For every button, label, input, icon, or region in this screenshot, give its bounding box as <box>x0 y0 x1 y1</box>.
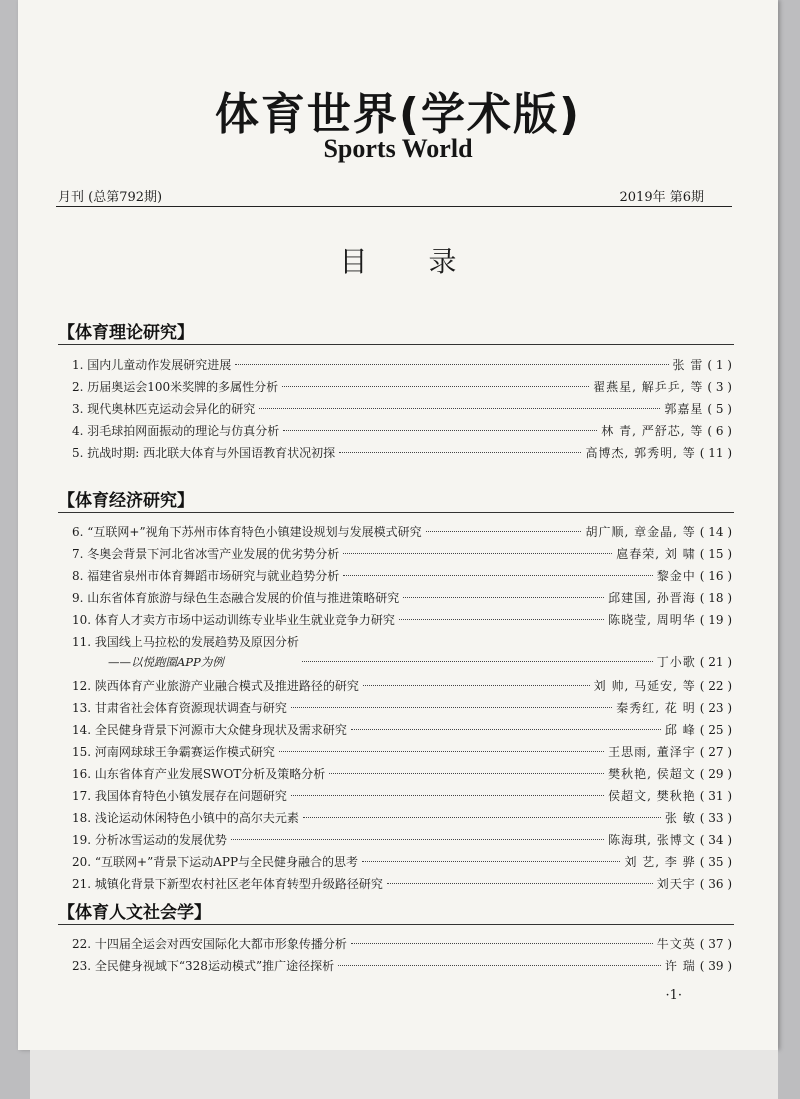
toc-entry <box>72 443 732 463</box>
toc-entry <box>72 874 732 894</box>
entry-page: ( 25 ) <box>699 723 732 737</box>
issue-number: 2019年 第6期 <box>619 190 704 205</box>
toc-entry <box>72 786 732 806</box>
entry-authors: 张 雷 <box>672 358 704 372</box>
entry-title: 20. “互联网+”背景下运动APP与全民健身融合的思考 <box>72 855 359 869</box>
entry-title: 1. 国内儿童动作发展研究进展 <box>72 358 232 372</box>
entry-page: ( 18 ) <box>699 591 732 605</box>
entry-title: 23. 全民健身视域下“328运动模式”推广途径探析 <box>72 959 335 973</box>
leader-dots <box>426 531 582 532</box>
entry-authors: 刘天宇 <box>656 877 696 891</box>
toc-entry <box>72 934 732 954</box>
section-heading-economy: 【体育经济研究】 <box>58 486 194 511</box>
leader-dots <box>282 386 589 387</box>
entry-title: 5. 抗战时期: 西北联大体育与外国语教育状况初探 <box>72 446 336 460</box>
leader-dots <box>362 861 620 862</box>
entry-title: 17. 我国体育特色小镇发展存在问题研究 <box>72 789 287 803</box>
leader-dots <box>387 883 653 884</box>
toc-entry <box>72 956 732 976</box>
toc-entry <box>72 830 732 850</box>
entry-page: ( 15 ) <box>699 547 732 561</box>
toc-entry <box>72 698 732 718</box>
entry-title: 11. 我国线上马拉松的发展趋势及原因分析 <box>72 635 299 649</box>
entry-authors: 陈晓莹, 周明华 <box>608 613 696 627</box>
entry-page: ( 35 ) <box>699 855 732 869</box>
leader-dots <box>283 430 597 431</box>
journal-page <box>18 0 778 1050</box>
entry-authors: 樊秋艳, 侯超文 <box>608 767 696 781</box>
entry-authors: 侯超文, 樊秋艳 <box>608 789 696 803</box>
entry-title: 7. 冬奥会背景下河北省冰雪产业发展的优劣势分析 <box>72 547 340 561</box>
section-heading-humanities: 【体育人文社会学】 <box>58 898 211 923</box>
entry-page: ( 22 ) <box>699 679 732 693</box>
underlying-page-edge <box>30 1050 778 1099</box>
header-rule <box>56 206 732 207</box>
toc-entry <box>72 588 732 608</box>
entry-title: 19. 分析冰雪运动的发展优势 <box>72 833 227 847</box>
entry-authors: 刘 艺, 李 骅 <box>624 855 696 869</box>
toc-entry <box>72 764 732 784</box>
leader-dots <box>338 965 661 966</box>
entry-title: 18. 浅论运动休闲特色小镇中的高尔夫元素 <box>72 811 299 825</box>
entry-authors: 张 敏 <box>664 811 696 825</box>
entry-authors: 王思雨, 董泽宇 <box>608 745 696 759</box>
entry-authors: 翟燕星, 解乒乒, 等 <box>593 380 704 394</box>
entry-title: 21. 城镇化背景下新型农村社区老年体育转型升级路径研究 <box>72 877 383 891</box>
entry-page: ( 39 ) <box>699 959 732 973</box>
entry-title: 14. 全民健身背景下河源市大众健身现状及需求研究 <box>72 723 347 737</box>
leader-dots <box>235 364 668 365</box>
toc-entry <box>72 355 732 375</box>
entry-title: 13. 甘肃省社会体育资源现状调查与研究 <box>72 701 287 715</box>
entry-title: 4. 羽毛球拍网面振动的理论与仿真分析 <box>72 424 280 438</box>
entry-title: 8. 福建省泉州市体育舞蹈市场研究与就业趋势分析 <box>72 569 340 583</box>
toc-entry <box>72 377 732 397</box>
journal-title-chinese: 体育世界(学术版) <box>214 89 582 140</box>
entry-page: ( 19 ) <box>699 613 732 627</box>
entry-page: ( 11 ) <box>699 446 732 460</box>
entry-authors: 高博杰, 郭秀明, 等 <box>585 446 696 460</box>
leader-dots <box>302 661 653 662</box>
leader-dots <box>399 619 604 620</box>
entry-title: 16. 山东省体育产业发展SWOT分析及策略分析 <box>72 767 326 781</box>
entry-title: 12. 陕西体育产业旅游产业融合模式及推进路径的研究 <box>72 679 359 693</box>
entry-page: ( 3 ) <box>707 380 732 394</box>
entry-page: ( 14 ) <box>699 525 732 539</box>
section-heading-theory: 【体育理论研究】 <box>58 318 194 343</box>
toc-entry-continuation <box>298 652 732 672</box>
entry-authors: 胡广顺, 章金晶, 等 <box>585 525 696 539</box>
page-number: ·1· <box>665 988 682 1003</box>
entry-authors: 邱建国, 孙晋海 <box>608 591 696 605</box>
entry-page: ( 5 ) <box>707 402 732 416</box>
entry-title: 2. 历届奥运会100米奖牌的多属性分析 <box>72 380 279 394</box>
entry-page: ( 36 ) <box>699 877 732 891</box>
entry-authors: 郭嘉星 <box>664 402 704 416</box>
entry-page: ( 31 ) <box>699 789 732 803</box>
entry-page: ( 34 ) <box>699 833 732 847</box>
entry-title: 22. 十四届全运会对西安国际化大都市形象传播分析 <box>72 937 347 951</box>
entry-authors: 秦秀红, 花 明 <box>616 701 696 715</box>
entry-authors: 黎金中 <box>656 569 696 583</box>
leader-dots <box>363 685 590 686</box>
toc-entry <box>72 421 732 441</box>
entry-page: ( 1 ) <box>707 358 732 372</box>
leader-dots <box>329 773 604 774</box>
toc-entry <box>72 720 732 740</box>
toc-entry <box>72 610 732 630</box>
leader-dots <box>291 707 612 708</box>
leader-dots <box>339 452 581 453</box>
entry-page: ( 16 ) <box>699 569 732 583</box>
entry-page: ( 37 ) <box>699 937 732 951</box>
issue-frequency: 月刊 (总第792期) <box>58 190 163 205</box>
entry-title: 6. “互联网+”视角下苏州市体育特色小镇建设规划与发展模式研究 <box>72 525 422 539</box>
toc-entry <box>72 544 732 564</box>
entry-authors: 陈海琪, 张博文 <box>608 833 696 847</box>
entry-authors: 许 瑞 <box>664 959 696 973</box>
entry-title: 15. 河南网球球王争霸赛运作模式研究 <box>72 745 275 759</box>
leader-dots <box>303 817 661 818</box>
leader-dots <box>351 943 653 944</box>
entry-title: 10. 体育人才卖方市场中运动训练专业毕业生就业竞争力研究 <box>72 613 395 627</box>
entry-page: ( 27 ) <box>699 745 732 759</box>
toc-entry <box>72 566 732 586</box>
toc-entry <box>72 742 732 762</box>
leader-dots <box>231 839 604 840</box>
leader-dots <box>403 597 604 598</box>
toc-entry <box>72 632 732 652</box>
leader-dots <box>291 795 604 796</box>
toc-entry <box>72 808 732 828</box>
entry-title: 9. 山东省体育旅游与绿色生态融合发展的价值与推进策略研究 <box>72 591 400 605</box>
leader-dots <box>259 408 660 409</box>
toc-entry <box>72 399 732 419</box>
entry-authors: 丁小歌 <box>656 655 696 669</box>
table-of-contents-title: 目 录 <box>339 245 483 278</box>
leader-dots <box>343 575 652 576</box>
entry-authors: 扈春荣, 刘 啸 <box>616 547 696 561</box>
entry-page: ( 6 ) <box>707 424 732 438</box>
entry-page: ( 23 ) <box>699 701 732 715</box>
leader-dots <box>343 553 612 554</box>
entry-page: ( 33 ) <box>699 811 732 825</box>
entry-authors: 刘 帅, 马延安, 等 <box>593 679 696 693</box>
toc-entry <box>72 522 732 542</box>
entry-page: ( 21 ) <box>699 655 732 669</box>
entry-subtitle: ——以悦跑圈APP为例 <box>108 655 224 669</box>
entry-title: 3. 现代奥林匹克运动会异化的研究 <box>72 402 256 416</box>
leader-dots <box>279 751 604 752</box>
leader-dots <box>351 729 661 730</box>
entry-page: ( 29 ) <box>699 767 732 781</box>
journal-title-english: Sports World <box>323 134 473 163</box>
toc-entry <box>72 852 732 872</box>
entry-authors: 林 青, 严舒芯, 等 <box>601 424 704 438</box>
entry-authors: 邱 峰 <box>664 723 696 737</box>
toc-entry <box>72 676 732 696</box>
entry-authors: 牛文英 <box>656 937 696 951</box>
